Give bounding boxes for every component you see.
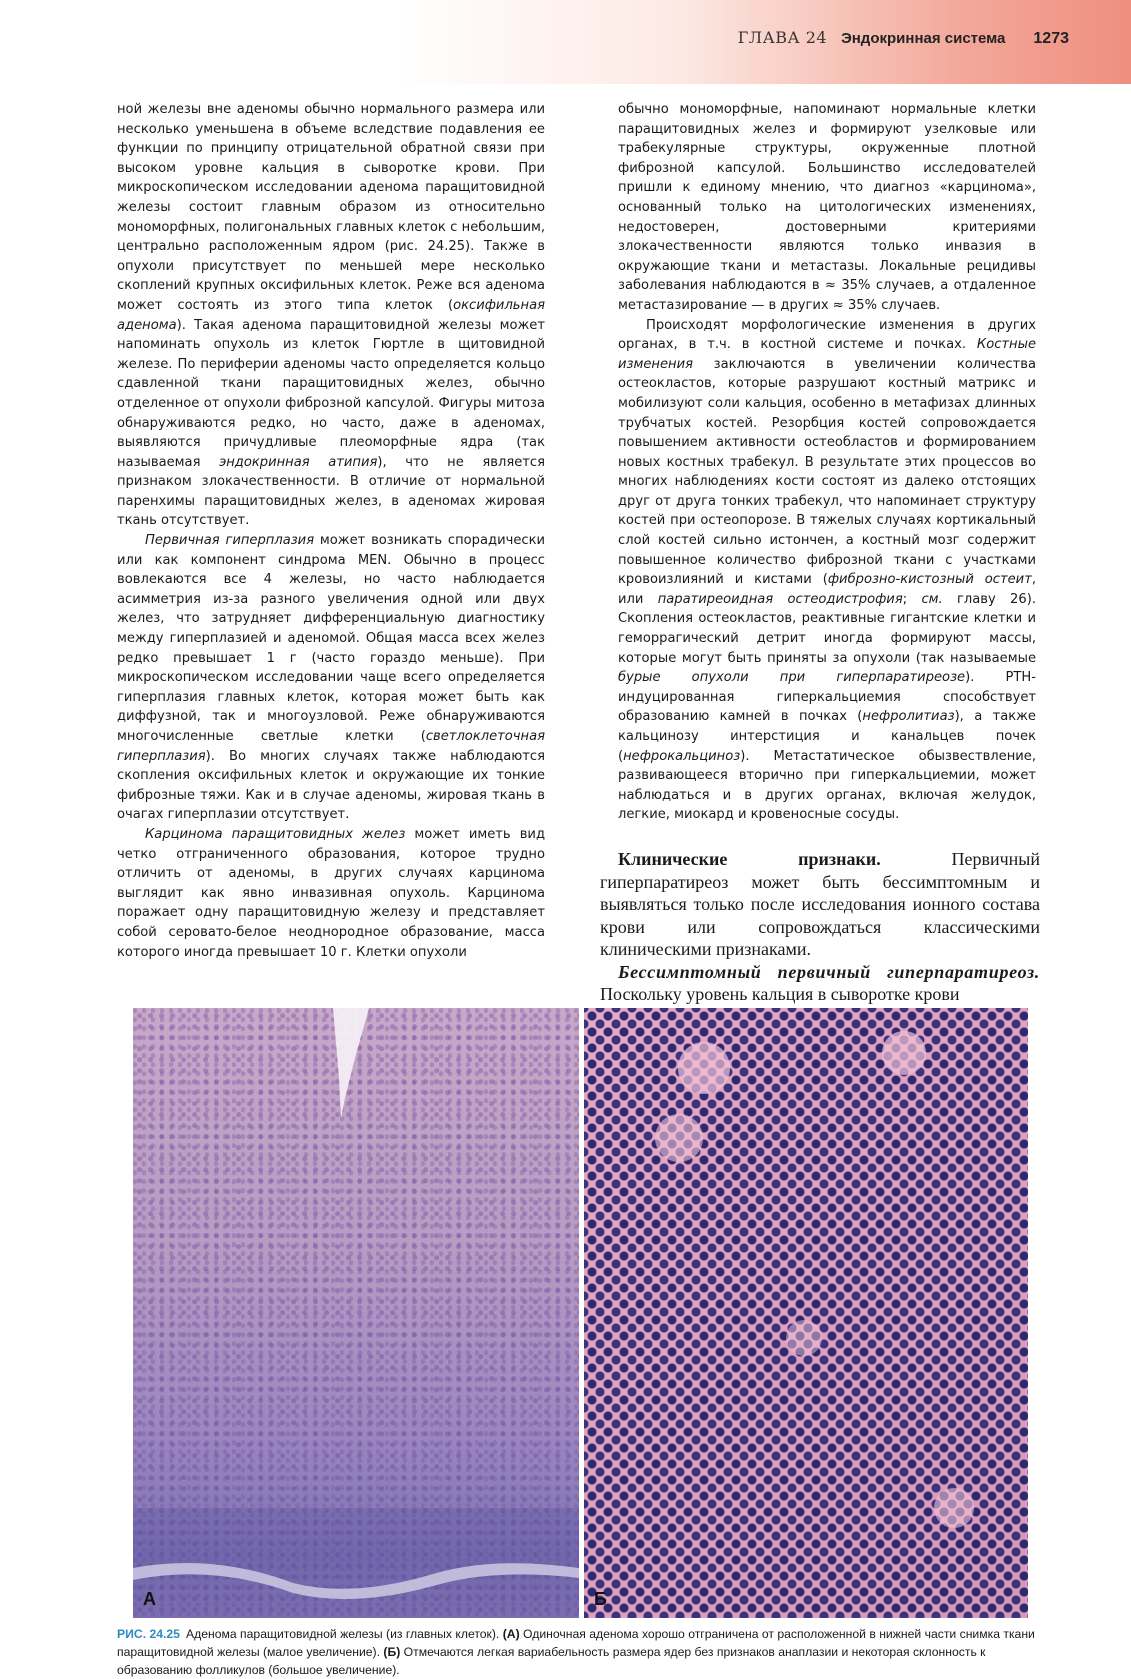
left-column [117,100,545,962]
text-run: может возникать спорадически или как компонент синдрома MEN. Обычно в процесс вовлекаются все 4 железы, но часто наблюдается асимметрия из-за разного увеличения одной или двух желез, что затрудняет дифференциальную диагностику между гиперплазией и аденомой. Общая масса всех желез редко превышает 1 г (часто гораздо меньше). При микроскопическом исследовании чаще всего определяется гиперплазия главных клеток, которая может быть как диффузной, так и многоузловой. Реже обнаруживаются многочисленные светлые клетки ( [117,533,545,744]
asymptomatic-heading: Бессимптомный первичный гиперпаратиреоз. [618,961,1040,982]
caption-b-text: Отмечаются легкая вариабельность размера ядер без признаков анаплазии и некоторая склонность к образованию фолликулов (большое увеличение). [117,1645,986,1677]
italic-term: бурые опухоли при гиперпаратиреозе [618,670,966,686]
italic-term: эндокринная атипия [219,454,378,470]
text-run: может иметь вид четко отграниченного образования, которое трудно отличить от аденомы, в других случаях карцинома выглядит как явно инвазивная опухоль. Карцинома поражает одну паращитовидную железу и представляет собой серовато-белое неоднородное образование, масса которого иногда превышает 10 г. Клетки опухоли [117,826,545,960]
text-run: ной железы вне аденомы обычно нормального размера или несколько уменьшена в объеме вследствие подавления ее функции по принципу отрицательной обратной связи при высоком уровне кальция в сыворотке крови. При микроскопическом исследовании аденома паращитовидной железы состоит главным образом из относительно мономорфных, полигональных главных клеток с небольшим, центрально расположенным ядром (рис. 24.25). Также в опухоли присутствует по меньшей мере несколько скоплений крупных оксифильных клеток. Реже вся аденома может состоять из этого типа клеток ( [117,102,545,313]
italic-term: светлоклеточная гиперплазия [117,729,545,764]
asymptomatic-text: Поскольку уровень кальция в сыворотке крови [600,984,960,1004]
panel-a-label: А [143,1589,156,1609]
figure-caption [117,1625,1044,1679]
panel-b-label: Б [594,1589,607,1609]
clinical-heading: Клинические признаки. [618,849,881,869]
text-run: ), что не является признаком злокачественности. В отличие от нормальной паренхимы паращитовидных желез, в аденомах жировая ткань отсутствует. [117,454,545,529]
italic-term: оксифильная аденома [117,297,545,333]
paragraph [618,316,1036,825]
italic-term: см. [921,591,943,607]
italic-term: Первичная гиперплазия [145,533,315,549]
text-run: ). Во многих случаях также наблюдаются скопления оксифильных клеток и окружающие их тонкие фиброзные тяжи. Как и в случае аденомы, жировая ткань в очагах гиперплазии отсутствует. [117,748,545,823]
clinical-paragraph [600,848,1040,961]
text-run: ), а также кальцинозу интерстиция и канальцев почек ( [618,709,1036,764]
paragraph [117,531,545,825]
figure-panel-a [133,1008,579,1618]
text-run: обычно мономорфные, напоминают нормальные клетки паращитовидных желез и формируют узелковые или трабекулярные структуры, окруженные плотной фиброзной капсулой. Большинство исследователей пришли к единому мнению, что диагноз «карцинома», основанный только на цитологических изменениях, недостоверен, достоверными критериями злокачественности являются только инвазия в окружающие ткани и метастазы. Локальные рецидивы заболевания наблюдаются в ≈ 35% случаев, а отдаленное метастазирование — в других ≈ 35% случаев. [618,102,1036,313]
caption-b-marker: (Б) [383,1645,401,1659]
chapter-label: ГЛАВА 24 [737,28,828,47]
italic-term: нефрокальциноз [623,748,741,764]
text-run: ). PTH-индуцированная гиперкальциемия способствует образованию камней в почках ( [618,670,1036,725]
micrograph-low-magnification [133,1008,579,1618]
paragraph [117,100,545,531]
text-run: ). Метастатическое обызвествление, развивающееся вторично при гиперкальциемии, может наблюдаться и в других органах, включая желудок, легкие, миокард и кровеносные сосуды. [618,748,1036,823]
paragraph [117,825,545,962]
text-run: заключаются в увеличении количества остеокластов, которые разрушают костный матрикс и мобилизуют соли кальция, особенно в метафизах длинных трубчатых костей. Резорбция костей сопровождается повышением активности остеобластов и формированием новых костных трабекул. В результате этих процессов во многих наблюдениях кости состоят из далеко отстоящих друг от друга тонких трабекул, что напоминает структуру костей при остеопорозе. В тяжелых случаях кортикальный слой костей сильно истончен, а костный мозг содержит повышенное количество фиброзной ткани с участками кровоизлияний и кистами ( [618,356,1036,588]
caption-intro: Аденома паращитовидной железы (из главных клеток). [185,1627,500,1641]
clinical-section [600,848,1040,1006]
right-column [618,100,1036,825]
caption-a-text: Одиночная аденома хорошо отграничена от расположенной в нижней части снимка ткани паращитовидной железы (малое увеличение). [117,1627,1035,1659]
text-run: ). Такая аденома паращитовидной железы может напоминать опухоль из клеток Гюртле в щитовидной железе. По периферии аденомы часто определяется кольцо сдавленной ткани паращитовидных желез, обычно отделенное от опухоли фиброзной капсулой. Фигуры митоза обнаруживаются редко, но часто, даже в аденомах, выявляются причудливые плеоморфные ядра (так называемая [117,317,545,470]
italic-term: Карцинома паращитовидных желез [145,826,406,842]
figure-label: РИС. 24.25 [117,1627,180,1641]
running-head [738,28,1069,50]
caption-a-marker: (А) [502,1627,520,1641]
italic-term: паратиреоидная остеодистрофия [657,591,903,607]
asymptomatic-paragraph [600,961,1040,1006]
text-run: главу 26). Скопления остеокластов, реактивные гигантские клетки и геморрагический детрит иногда формируют массы, которые могут быть приняты за опухоли (так называемые [618,591,1036,666]
italic-term: нефролитиаз [862,709,955,725]
page-number: 1273 [1033,30,1069,47]
clinical-text: Первичный гиперпаратиреоз может быть бессимптомным и выявляться только после исследования ионного состава крови или сопровождаться классическими клиническими признаками. [600,849,1040,959]
chapter-topic: Эндокринная система [841,30,1006,47]
italic-term: фиброзно-кистозный остеит [827,572,1032,588]
figure-panel-b [584,1008,1028,1618]
text-run: , или [618,572,1036,607]
text-run: Происходят морфологические изменения в других органах, в т.ч. в костной системе и почках. [618,317,1036,353]
paragraph [618,100,1036,316]
micrograph-high-magnification [584,1008,1028,1618]
italic-term: Костные изменения [618,337,1036,372]
text-run: ; [902,591,922,607]
